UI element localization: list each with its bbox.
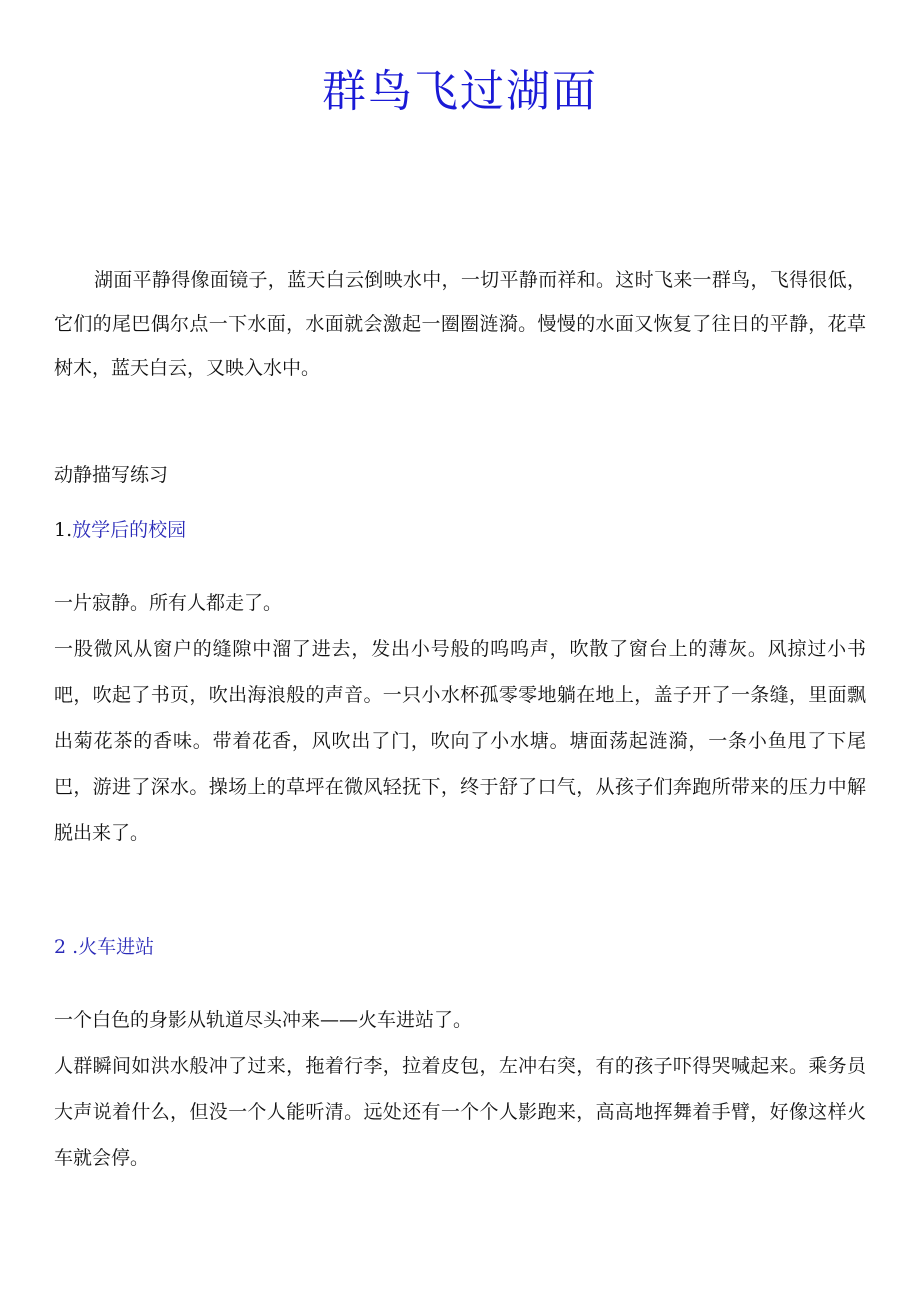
page-title: 群鸟飞过湖面 <box>322 66 598 117</box>
section-number-1: 1. <box>54 519 73 541</box>
section-heading-2 <box>54 930 154 964</box>
section-title-1: 放学后的校园 <box>72 519 187 541</box>
section-2-paragraph-2: 人群瞬间如洪水般冲了过来，拖着行李，拉着皮包，左冲右突，有的孩子吓得哭喊起来。乘务员大声说着什么，但没一个人能听清。远处还有一个个人影跑来，高高地挥舞着手臂，好像这样火车就会停。 <box>54 1055 866 1169</box>
section-1-paragraph-1: 一片寂静。所有人都走了。 <box>54 592 283 614</box>
section-number-2: 2 . <box>54 936 79 958</box>
section-title-2: 火车进站 <box>78 936 155 958</box>
section-2-paragraph-1: 一个白色的身影从轨道尽头冲来——火车进站了。 <box>54 1009 473 1031</box>
intro-paragraph: 湖面平静得像面镜子，蓝天白云倒映水中，一切平静而祥和。这时飞来一群鸟，飞得很低，它们的尾巴偶尔点一下水面，水面就会激起一圈圈涟漪。慢慢的水面又恢复了往日的平静，花草树木，蓝天白云，又映入水中。 <box>54 269 866 379</box>
section-label: 动静描写练习 <box>54 464 169 486</box>
section-1-paragraph-2: 一股微风从窗户的缝隙中溜了进去，发出小号般的呜呜声，吹散了窗台上的薄灰。风掠过小书吧，吹起了书页，吹出海浪般的声音。一只小水杯孤零零地躺在地上，盖子开了一条缝，里面飘出菊花茶的香味。带着花香，风吹出了门，吹向了小水塘。塘面荡起涟漪，一条小鱼甩了下尾巴，游进了深水。操场上的草坪在微风轻抚下，终于舒了口气，从孩子们奔跑所带来的压力中解脱出来了。 <box>54 638 866 844</box>
section-heading-1 <box>54 513 186 547</box>
